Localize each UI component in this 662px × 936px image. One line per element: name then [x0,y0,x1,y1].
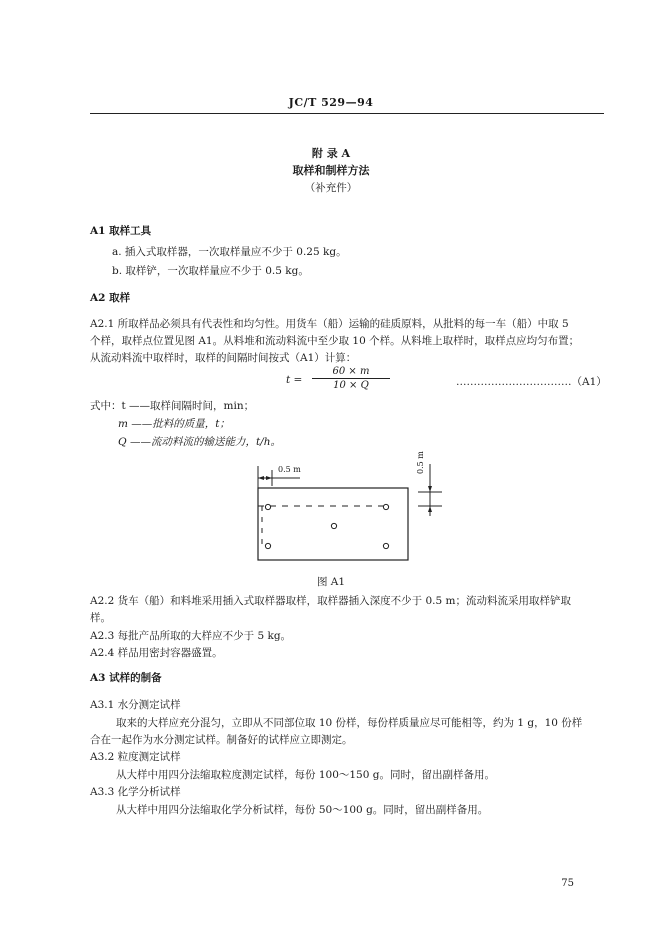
figure-dim-horizontal: 0.5 m [278,465,301,474]
a2-2-line-1: A2.2 货车（船）和料堆采用插入式取样器取样，取样器插入深度不少于 0.5 m；流动料流采用取样铲取 [90,595,571,607]
figure-a1-diagram [240,460,450,570]
appendix-label: 附 录 A [311,147,351,160]
figure-caption: 图 A1 [316,576,346,588]
formula-numerator: 60 × m [312,366,390,379]
section-a2-heading: A2 取样 [90,292,131,304]
formula-denominator: 10 × Q [333,380,369,391]
where-q: Q ——流动料流的输送能力，t/h。 [118,436,281,448]
figure-dim-vertical: 0.5 m [416,451,425,474]
header-rule [90,113,604,114]
where-m: m ——批料的质量，t； [118,418,231,430]
a3-3-title: A3.3 化学分析试样 [90,786,181,798]
a3-1-line-1: 取来的大样应充分混匀，立即从不同部位取 10 份样，每份样质量应尽可能相等，约为 1 g，10 份样 [116,717,583,729]
a3-2-title: A3.2 粒度测定试样 [90,751,181,763]
formula-fraction [312,366,390,391]
appendix-title: 取样和制样方法 [292,164,370,177]
a3-1-line-2: 合在一起作为水分测定试样。制备好的试样应立即测定。 [90,734,353,746]
a2-1-line-1: A2.1 所取样品必须具有代表性和均匀性。用货车（船）运输的硅质原料，从批料的每一车（船）中取 5 [90,318,569,330]
page-number: 75 [561,878,574,889]
formula-lhs: t = [286,374,303,386]
standard-number-header: JC/T 529—94 [288,96,374,109]
a2-2-line-2: 样。 [90,612,111,624]
a2-3: A2.3 每批产品所取的大样应不少于 5 kg。 [90,630,292,642]
a2-4: A2.4 样品用密封容器盛置。 [90,647,223,659]
a3-1-title: A3.1 水分测定试样 [90,699,181,711]
a1-item-a: a. 插入式取样器，一次取样量应不少于 0.25 kg。 [112,246,347,258]
a2-1-line-3: 从流动料流中取样时，取样的间隔时间按式（A1）计算： [90,352,357,364]
formula-tag: ……………………………（A1） [456,376,607,388]
section-a3-heading: A3 试样的制备 [90,672,162,684]
section-a1-heading: A1 取样工具 [90,225,152,237]
a3-2-line-1: 从大样中用四分法缩取粒度测定试样，每份 100～150 g。同时，留出副样备用。 [116,769,495,781]
a3-3-line-1: 从大样中用四分法缩取化学分析试样，每份 50～100 g。同时，留出副样备用。 [116,804,489,816]
a1-item-b: b. 取样铲，一次取样量应不少于 0.5 kg。 [112,265,309,277]
a2-1-line-2: 个样，取样点位置见图 A1。从料堆和流动料流中至少取 10 个样。从料堆上取样时，取样点应均匀布置； [90,335,580,347]
appendix-note: （补充件） [304,182,358,194]
where-t: 式中：t ——取样间隔时间，min； [90,400,255,412]
